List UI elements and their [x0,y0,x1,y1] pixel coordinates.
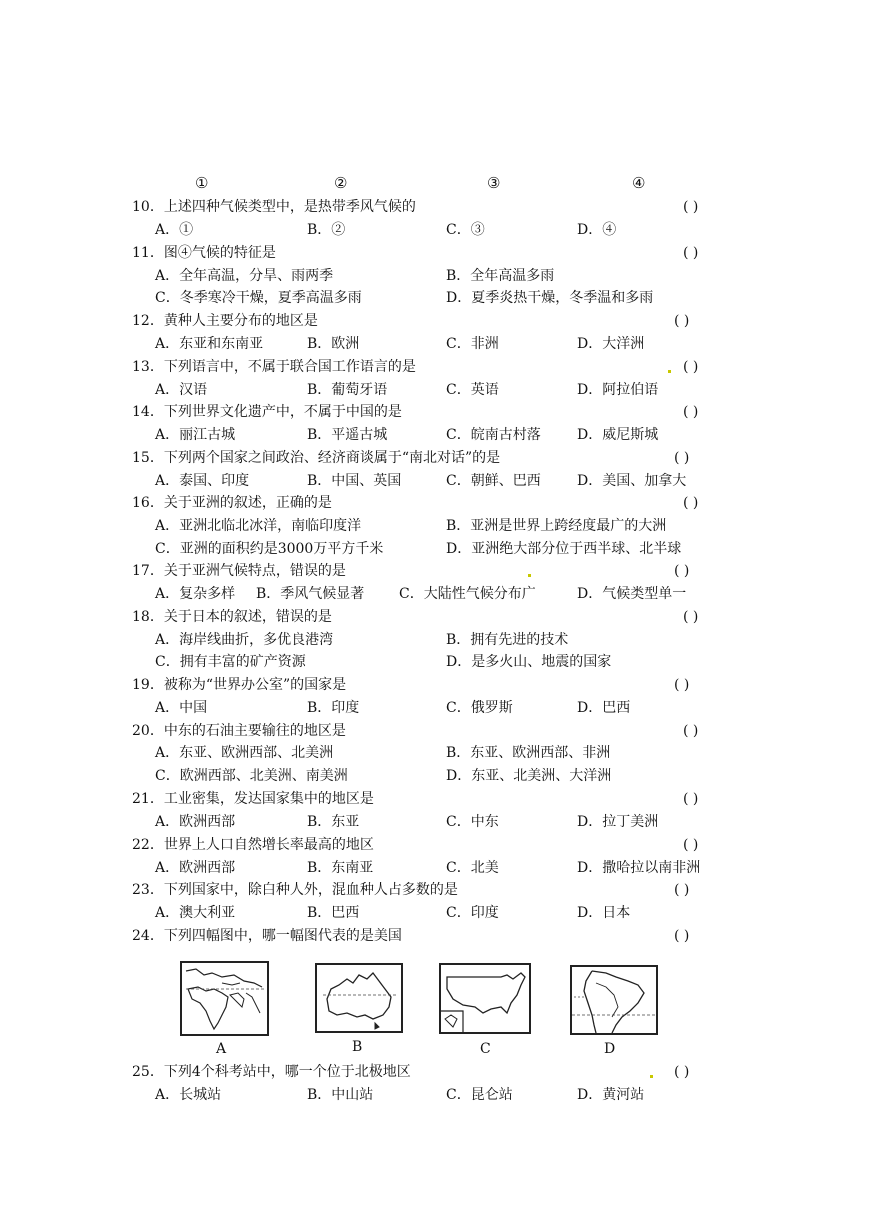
option-11-a: A．全年高温，分旱、雨两季 [155,268,334,284]
option-14-a: A．丽江古城 [155,427,236,443]
map-label-b: B [352,1039,363,1055]
map-label-d: D [604,1041,616,1057]
option-15-d: D．美国、加拿大 [577,473,687,489]
option-25-d: D．黄河站 [577,1087,645,1103]
answer-bracket-14: ( ) [683,404,699,420]
climate-chart-label-4: ④ [632,174,646,192]
scan-speck [650,1075,653,1078]
answer-bracket-17: ( ) [674,563,690,579]
map-label-c: C [480,1041,491,1057]
question-21-stem: 21．工业密集，发达国家集中的地区是 [132,791,374,807]
answer-bracket-21: ( ) [683,791,699,807]
climate-chart-label-2: ② [334,174,348,192]
option-20-d: D．东亚、北美洲、大洋洲 [446,768,612,784]
option-22-b: B．东南亚 [307,860,374,876]
option-13-a: A．汉语 [155,382,208,398]
option-20-b: B．东亚、欧洲西部、非洲 [446,745,611,761]
option-17-c: C．大陆性气候分布广 [399,586,536,602]
option-18-a: A．海岸线曲折，多优良港湾 [155,632,334,648]
option-13-b: B．葡萄牙语 [307,382,388,398]
option-14-d: D．威尼斯城 [577,427,659,443]
option-16-a: A．亚洲北临北冰洋，南临印度洋 [155,518,362,534]
option-21-d: D．拉丁美洲 [577,814,659,830]
answer-bracket-10: ( ) [683,199,699,215]
option-22-d: D．撒哈拉以南非洲 [577,860,701,876]
option-13-d: D．阿拉伯语 [577,382,659,398]
option-22-c: C．北美 [446,860,499,876]
question-24-stem: 24．下列四幅图中，哪一幅图代表的是美国 [132,928,402,944]
india-map-icon [180,961,269,1036]
scan-speck [528,574,531,577]
option-23-a: A．澳大利亚 [155,905,236,921]
answer-bracket-11: ( ) [683,245,699,261]
option-25-c: C．昆仑站 [446,1087,513,1103]
answer-bracket-15: ( ) [674,450,690,466]
question-18-stem: 18．关于日本的叙述，错误的是 [132,609,332,625]
option-25-a: A．长城站 [155,1087,222,1103]
south-america-map-icon [570,965,658,1035]
answer-bracket-18: ( ) [683,609,699,625]
answer-bracket-19: ( ) [674,677,690,693]
option-12-a: A．东亚和东南亚 [155,336,264,352]
option-22-a: A．欧洲西部 [155,860,236,876]
question-10-stem: 10．上述四种气候类型中，是热带季风气候的 [132,199,416,215]
option-19-c: C．俄罗斯 [446,700,513,716]
option-14-b: B．平遥古城 [307,427,388,443]
option-12-b: B．欧洲 [307,336,360,352]
option-10-c: C．③ [446,222,485,238]
option-12-d: D．大洋洲 [577,336,645,352]
option-17-b: B．季风气候显著 [256,586,365,602]
option-15-b: B．中国、英国 [307,473,402,489]
question-16-stem: 16．关于亚洲的叙述，正确的是 [132,495,332,511]
usa-map-icon [439,963,531,1034]
option-11-d: D．夏季炎热干燥，冬季温和多雨 [446,290,654,306]
option-16-d: D．亚洲绝大部分位于西半球、北半球 [446,541,682,557]
question-22-stem: 22．世界上人口自然增长率最高的地区 [132,837,374,853]
climate-chart-label-3: ③ [487,174,501,192]
question-20-stem: 20．中东的石油主要输往的地区是 [132,723,346,739]
option-16-b: B．亚洲是世界上跨经度最广的大洲 [446,518,667,534]
option-14-c: C．皖南古村落 [446,427,541,443]
answer-bracket-24: ( ) [674,928,690,944]
answer-bracket-20: ( ) [683,723,699,739]
question-12-stem: 12．黄种人主要分布的地区是 [132,313,318,329]
option-19-a: A．中国 [155,700,208,716]
option-19-b: B．印度 [307,700,360,716]
option-19-d: D．巴西 [577,700,631,716]
answer-bracket-16: ( ) [683,495,699,511]
climate-chart-label-1: ① [195,174,209,192]
question-13-stem: 13．下列语言中，不属于联合国工作语言的是 [132,359,416,375]
question-15-stem: 15．下列两个国家之间政治、经济商谈属于“南北对话”的是 [132,450,501,466]
option-23-c: C．印度 [446,905,499,921]
option-23-b: B．巴西 [307,905,360,921]
option-18-c: C．拥有丰富的矿产资源 [155,654,306,670]
option-18-d: D．是多火山、地震的国家 [446,654,612,670]
map-label-a: A [216,1041,227,1057]
option-23-d: D．日本 [577,905,631,921]
option-10-d: D．④ [577,222,617,238]
question-14-stem: 14．下列世界文化遗产中，不属于中国的是 [132,404,402,420]
option-15-c: C．朝鲜、巴西 [446,473,541,489]
option-10-a: A．① [155,222,194,238]
option-10-b: B．② [307,222,346,238]
question-11-stem: 11．图④气候的特征是 [132,245,276,261]
option-21-c: C．中东 [446,814,499,830]
question-25-stem: 25．下列4个科考站中，哪一个位于北极地区 [132,1064,411,1080]
scan-speck [668,370,671,373]
option-11-c: C．冬季寒冷干燥，夏季高温多雨 [155,290,362,306]
option-13-c: C．英语 [446,382,499,398]
answer-bracket-13: ( ) [683,359,699,375]
option-20-a: A．东亚、欧洲西部、北美洲 [155,745,334,761]
option-15-a: A．泰国、印度 [155,473,250,489]
option-21-b: B．东亚 [307,814,360,830]
option-16-c: C．亚洲的面积约是3000万平方千米 [155,541,384,557]
option-20-c: C．欧洲西部、北美洲、南美洲 [155,768,348,784]
option-12-c: C．非洲 [446,336,499,352]
option-17-a: A．复杂多样 [155,586,236,602]
answer-bracket-25: ( ) [674,1064,690,1080]
option-25-b: B．中山站 [307,1087,374,1103]
australia-map-icon [315,963,403,1033]
option-17-d: D．气候类型单一 [577,586,687,602]
question-17-stem: 17．关于亚洲气候特点，错误的是 [132,563,346,579]
option-18-b: B．拥有先进的技术 [446,632,569,648]
question-19-stem: 19．被称为“世界办公室”的国家是 [132,677,347,693]
answer-bracket-22: ( ) [683,837,699,853]
answer-bracket-23: ( ) [674,882,690,898]
option-11-b: B．全年高温多雨 [446,268,555,284]
question-23-stem: 23．下列国家中，除白种人外，混血种人占多数的是 [132,882,458,898]
answer-bracket-12: ( ) [674,313,690,329]
option-21-a: A．欧洲西部 [155,814,236,830]
